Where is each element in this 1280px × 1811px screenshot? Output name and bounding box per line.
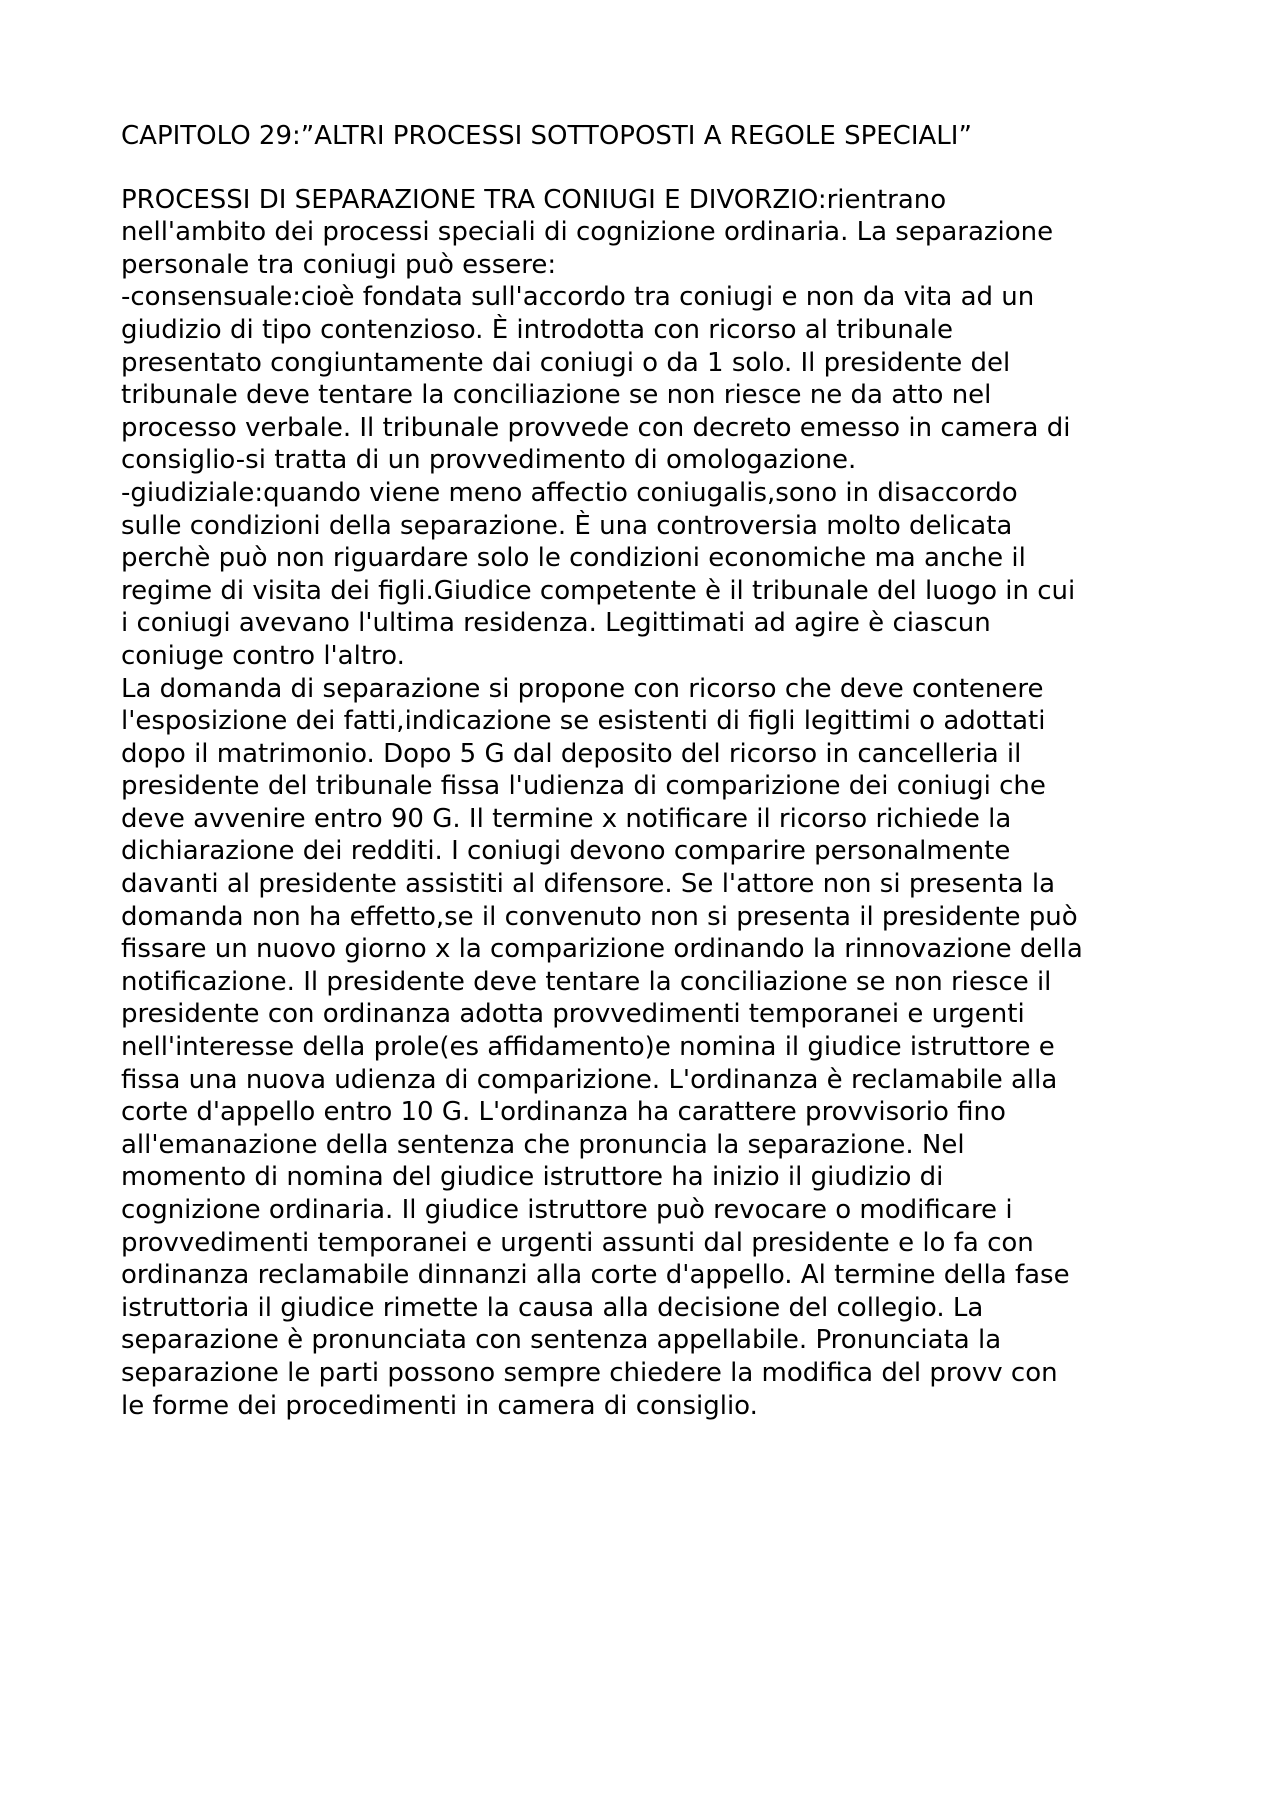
text-line: domanda non ha effetto,se il convenuto non si presenta il presidente può (121, 901, 1078, 932)
text-line: personale tra coniugi può essere: (121, 249, 557, 280)
text-line: l'esposizione dei fatti,indicazione se esistenti di figli legittimi o adottati (121, 706, 1046, 737)
text-line: dopo il matrimonio. Dopo 5 G dal deposito del ricorso in cancelleria il (121, 738, 1022, 769)
text-line: corte d'appello entro 10 G. L'ordinanza ha carattere provvisorio fino (121, 1097, 1006, 1128)
text-line: presidente con ordinanza adotta provvedimenti temporanei e urgenti (121, 999, 1025, 1030)
text-line: tribunale deve tentare la conciliazione se non riesce ne da atto nel (121, 380, 992, 411)
text-line: -consensuale:cioè fondata sull'accordo tra coniugi e non da vita ad un (121, 282, 1035, 313)
text-line: nell'interesse della prole(es affidamento)e nomina il giudice istruttore e (121, 1032, 1055, 1063)
text-line: fissare un nuovo giorno x la comparizione ordinando la rinnovazione della (121, 934, 1083, 965)
text-line: perchè può non riguardare solo le condizioni economiche ma anche il (121, 543, 1026, 574)
text-line: regime di visita dei figli.Giudice competente è il tribunale del luogo in cui (121, 575, 1076, 606)
text-line: separazione le parti possono sempre chiedere la modifica del provv con (121, 1357, 1058, 1388)
text-line: all'emanazione della sentenza che pronuncia la separazione. Nel (121, 1129, 965, 1160)
text-line: ordinanza reclamabile dinnanzi alla corte d'appello. Al termine della fase (121, 1260, 1070, 1291)
text-line: cognizione ordinaria. Il giudice istruttore può revocare o modificare i (121, 1195, 1013, 1225)
text-line: giudizio di tipo contenzioso. È introdotta con ricorso al tribunale (121, 314, 953, 345)
text-line: dichiarazione dei redditi. I coniugi devono comparire personalmente (121, 836, 1011, 867)
body-text (121, 184, 1181, 1423)
text-line: coniuge contro l'altro. (121, 640, 405, 671)
chapter-title: CAPITOLO 29:”ALTRI PROCESSI SOTTOPOSTI A REGOLE SPECIALI” (121, 121, 972, 151)
text-line: -giudiziale:quando viene meno affectio coniugalis,sono in disaccordo (121, 477, 1018, 508)
text-line: processo verbale. Il tribunale provvede con decreto emesso in camera di (121, 412, 1071, 443)
text-line: deve avvenire entro 90 G. Il termine x notificare il ricorso richiede la (121, 803, 1012, 834)
text-line: PROCESSI DI SEPARAZIONE TRA CONIUGI E DIVORZIO:rientrano (121, 184, 947, 215)
text-line: consiglio-si tratta di un provvedimento di omologazione. (121, 445, 857, 476)
text-line: le forme dei procedimenti in camera di consiglio. (121, 1390, 758, 1421)
text-line: separazione è pronunciata con sentenza appellabile. Pronunciata la (121, 1325, 1002, 1356)
text-line: sulle condizioni della separazione. È una controversia molto delicata (121, 510, 1013, 541)
text-line: nell'ambito dei processi speciali di cognizione ordinaria. La separazione (121, 217, 1054, 248)
text-line: presentato congiuntamente dai coniugi o da 1 solo. Il presidente del (121, 347, 1011, 378)
text-line: momento di nomina del giudice istruttore ha inizio il giudizio di (121, 1162, 944, 1193)
text-line: La domanda di separazione si propone con ricorso che deve contenere (121, 673, 1044, 704)
text-line: fissa una nuova udienza di comparizione. L'ordinanza è reclamabile alla (121, 1064, 1058, 1095)
text-line: presidente del tribunale fissa l'udienza di comparizione dei coniugi che (121, 771, 1046, 802)
text-line: i coniugi avevano l'ultima residenza. Legittimati ad agire è ciascun (121, 608, 991, 639)
document-body (121, 120, 1181, 1422)
text-line: davanti al presidente assistiti al difensore. Se l'attore non si presenta la (121, 869, 1056, 900)
text-line: istruttoria il giudice rimette la causa alla decisione del collegio. La (121, 1292, 984, 1323)
text-line: provvedimenti temporanei e urgenti assunti dal presidente e lo fa con (121, 1227, 1034, 1258)
text-line: notificazione. Il presidente deve tentare la conciliazione se non riesce il (121, 966, 1052, 997)
